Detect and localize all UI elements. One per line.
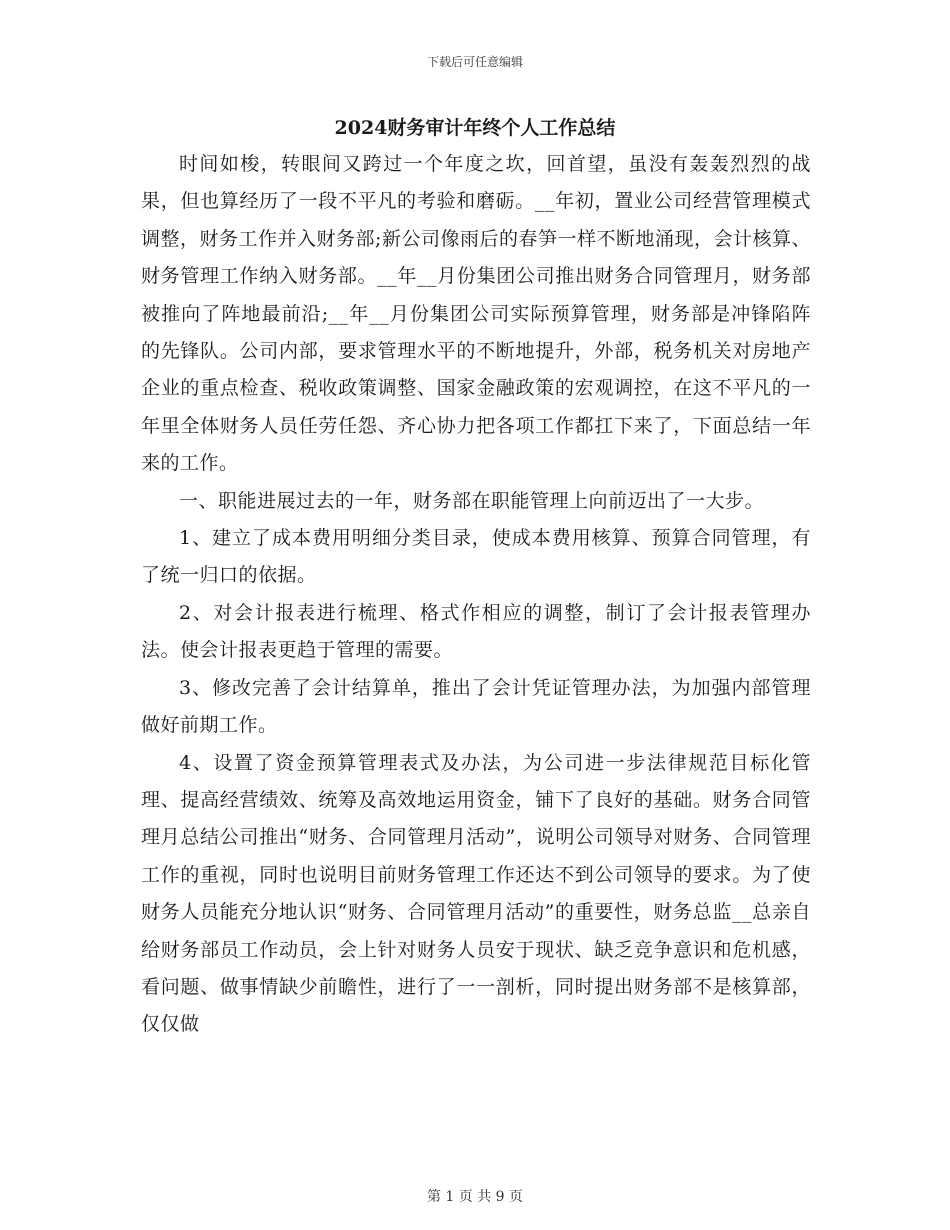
- paragraph-section-1: 一、职能进展过去的一年，财务部在职能管理上向前迈出了一大步。: [179, 489, 765, 512]
- document-body: [141, 146, 811, 1044]
- page-header-note: 下载后可任意编辑: [426, 55, 523, 69]
- document-title: 2024财务审计年终个人工作总结: [334, 117, 616, 139]
- paragraph-item-3: 3、修改完善了会计结算单，推出了会计凭证管理办法，为加强内部管理做好前期工作。: [141, 676, 811, 737]
- paragraph-intro: 时间如梭，转眼间又跨过一个年度之坎，回首望，虽没有轰轰烈烈的战果，但也算经历了一段不平凡的考验和磨砺。__年初，置业公司经营管理模式调整，财务工作并入财务部;新公司像雨后的春笋一样不断地涌现，会计核算、财务管理工作纳入财务部。__年__月份集团公司推出财务合同管理月，财务部被推向了阵地最前沿;__年__月份集团公司实际预算管理，财务部是冲锋陷阵的先锋队。公司内部，要求管理水平的不断地提升，外部，税务机关对房地产企业的重点检查、税收政策调整、国家金融政策的宏观调控，在这不平凡的一年里全体财务人员任劳任怨、齐心协力把各项工作都扛下来了，下面总结一年来的工作。: [141, 153, 811, 475]
- page-number: 第 1 页 共 9 页: [426, 1189, 524, 1205]
- paragraph-item-2: 2、对会计报表进行梳理、格式作相应的调整，制订了会计报表管理办法。使会计报表更趋于管理的需要。: [141, 601, 811, 662]
- paragraph-item-1: 1、建立了成本费用明细分类目录，使成本费用核算、预算合同管理，有了统一归口的依据。: [141, 527, 811, 587]
- paragraph-item-4: 4、设置了资金预算管理表式及办法，为公司进一步法律规范目标化管理、提高经营绩效、统筹及高效地运用资金，铺下了良好的基础。财务合同管理月总结公司推出“财务、合同管理月活动”，说明公司领导对财务、合同管理工作的重视，同时也说明目前财务管理工作还达不到公司领导的要求。为了使财务人员能充分地认识“财务、合同管理月活动”的重要性，财务总监__总亲自给财务部员工作动员，会上针对财务人员安于现状、缺乏竞争意识和危机感，看问题、做事情缺少前瞻性，进行了一一剖析，同时提出财务部不是核算部，仅仅做: [141, 751, 811, 1036]
